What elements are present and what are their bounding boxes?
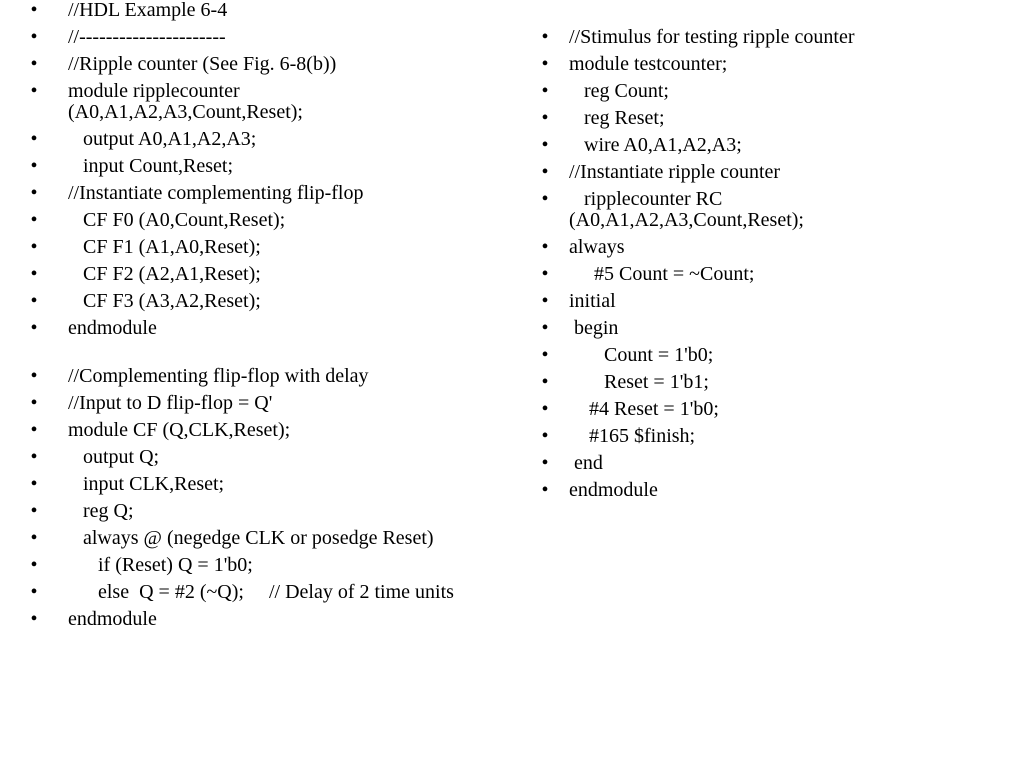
code-line — [540, 81, 1020, 102]
code-text: always — [569, 236, 625, 258]
bullet-icon: • — [30, 608, 38, 630]
bullet-icon: • — [30, 392, 38, 414]
code-text: ripplecounter RC (A0,A1,A2,A3,Count,Reset); — [569, 188, 804, 231]
bullet-icon: • — [541, 371, 549, 393]
code-line — [0, 318, 520, 339]
code-text: Count = 1'b0; — [569, 344, 714, 366]
code-text: //Input to D flip-flop = Q' — [68, 392, 273, 414]
code-text: CF F0 (A0,Count,Reset); — [68, 209, 286, 231]
ripple-counter-code-list — [0, 0, 520, 339]
bullet-icon: • — [541, 398, 549, 420]
bullet-icon: • — [541, 479, 549, 501]
code-text: CF F1 (A1,A0,Reset); — [68, 236, 261, 258]
code-line — [0, 555, 520, 576]
code-line — [0, 474, 520, 495]
code-text: always @ (negedge CLK or posedge Reset) — [68, 527, 434, 549]
bullet-icon: • — [30, 317, 38, 339]
code-line — [0, 393, 520, 414]
code-line — [0, 183, 520, 204]
code-text: initial — [569, 290, 616, 312]
code-line — [0, 210, 520, 231]
code-line — [540, 318, 1020, 339]
flip-flop-code-list — [0, 366, 520, 630]
bullet-icon: • — [541, 26, 549, 48]
bullet-icon: • — [30, 80, 38, 102]
code-text: begin — [569, 317, 619, 339]
code-line — [0, 0, 520, 21]
code-line — [540, 480, 1020, 501]
bullet-icon: • — [541, 107, 549, 129]
code-line — [540, 345, 1020, 366]
code-text: CF F2 (A2,A1,Reset); — [68, 263, 261, 285]
code-text: reg Count; — [569, 80, 669, 102]
code-line — [0, 81, 520, 123]
bullet-icon: • — [30, 0, 38, 21]
bullet-icon: • — [30, 53, 38, 75]
code-line — [0, 54, 520, 75]
code-line — [540, 399, 1020, 420]
bullet-icon: • — [30, 128, 38, 150]
code-line — [0, 420, 520, 441]
code-text: input CLK,Reset; — [68, 473, 225, 495]
code-text: module ripplecounter (A0,A1,A2,A3,Count,Reset); — [68, 80, 303, 123]
code-line — [0, 447, 520, 468]
code-line — [540, 426, 1020, 447]
code-text: Reset = 1'b1; — [569, 371, 709, 393]
bullet-icon: • — [541, 344, 549, 366]
code-text: module CF (Q,CLK,Reset); — [68, 419, 291, 441]
bullet-icon: • — [541, 263, 549, 285]
code-text: endmodule — [569, 479, 658, 501]
bullet-icon: • — [541, 134, 549, 156]
code-line — [0, 609, 520, 630]
bullet-icon: • — [541, 188, 549, 210]
bullet-icon: • — [30, 500, 38, 522]
code-text: //Instantiate complementing flip-flop — [68, 182, 364, 204]
bullet-icon: • — [30, 473, 38, 495]
code-line — [0, 582, 520, 603]
bullet-icon: • — [541, 452, 549, 474]
code-text: #4 Reset = 1'b0; — [569, 398, 719, 420]
bullet-icon: • — [541, 80, 549, 102]
bullet-icon: • — [30, 290, 38, 312]
code-line — [540, 372, 1020, 393]
code-text: input Count,Reset; — [68, 155, 233, 177]
code-text: #5 Count = ~Count; — [569, 263, 755, 285]
code-line — [540, 237, 1020, 258]
code-text: output Q; — [68, 446, 160, 468]
code-line — [540, 27, 1020, 48]
code-text: output A0,A1,A2,A3; — [68, 128, 257, 150]
code-text: module testcounter; — [569, 53, 728, 75]
bullet-icon: • — [30, 419, 38, 441]
bullet-icon: • — [30, 581, 38, 603]
code-text: CF F3 (A3,A2,Reset); — [68, 290, 261, 312]
bullet-icon: • — [541, 317, 549, 339]
bullet-icon: • — [30, 446, 38, 468]
code-line — [0, 27, 520, 48]
bullet-icon: • — [30, 527, 38, 549]
bullet-icon: • — [30, 209, 38, 231]
code-text: reg Q; — [68, 500, 134, 522]
bullet-icon: • — [541, 53, 549, 75]
code-text: //Stimulus for testing ripple counter — [569, 26, 855, 48]
bullet-icon: • — [30, 155, 38, 177]
code-line — [0, 156, 520, 177]
code-line — [0, 366, 520, 387]
code-line — [0, 501, 520, 522]
code-line — [540, 291, 1020, 312]
code-text: reg Reset; — [569, 107, 665, 129]
bullet-icon: • — [541, 236, 549, 258]
group-spacer — [0, 345, 520, 366]
code-text: endmodule — [68, 317, 157, 339]
bullet-icon: • — [30, 182, 38, 204]
code-line — [0, 264, 520, 285]
code-text: else Q = #2 (~Q); // Delay of 2 time units — [68, 581, 454, 603]
code-line — [0, 237, 520, 258]
bullet-icon: • — [30, 26, 38, 48]
bullet-icon: • — [541, 161, 549, 183]
code-text: //Ripple counter (See Fig. 6-8(b)) — [68, 53, 337, 75]
code-text: endmodule — [68, 608, 157, 630]
code-line — [540, 264, 1020, 285]
code-line — [540, 108, 1020, 129]
code-line — [540, 189, 1020, 231]
code-line — [540, 453, 1020, 474]
bullet-icon: • — [541, 425, 549, 447]
code-line — [540, 135, 1020, 156]
bullet-icon: • — [541, 290, 549, 312]
bullet-icon: • — [30, 365, 38, 387]
code-text: //Complementing flip-flop with delay — [68, 365, 369, 387]
right-code-column — [540, 27, 1020, 507]
code-line — [0, 528, 520, 549]
code-text: end — [569, 452, 603, 474]
code-line — [540, 54, 1020, 75]
bullet-icon: • — [30, 263, 38, 285]
left-code-column — [0, 0, 520, 636]
code-line — [0, 129, 520, 150]
code-text: //Instantiate ripple counter — [569, 161, 781, 183]
code-text: wire A0,A1,A2,A3; — [569, 134, 742, 156]
bullet-icon: • — [30, 236, 38, 258]
code-text: if (Reset) Q = 1'b0; — [68, 554, 253, 576]
code-text: //---------------------- — [68, 26, 226, 48]
code-line — [540, 162, 1020, 183]
code-text: //HDL Example 6-4 — [68, 0, 228, 21]
bullet-icon: • — [30, 554, 38, 576]
code-line — [0, 291, 520, 312]
testbench-code-list — [540, 27, 1020, 501]
code-text: #165 $finish; — [569, 425, 696, 447]
